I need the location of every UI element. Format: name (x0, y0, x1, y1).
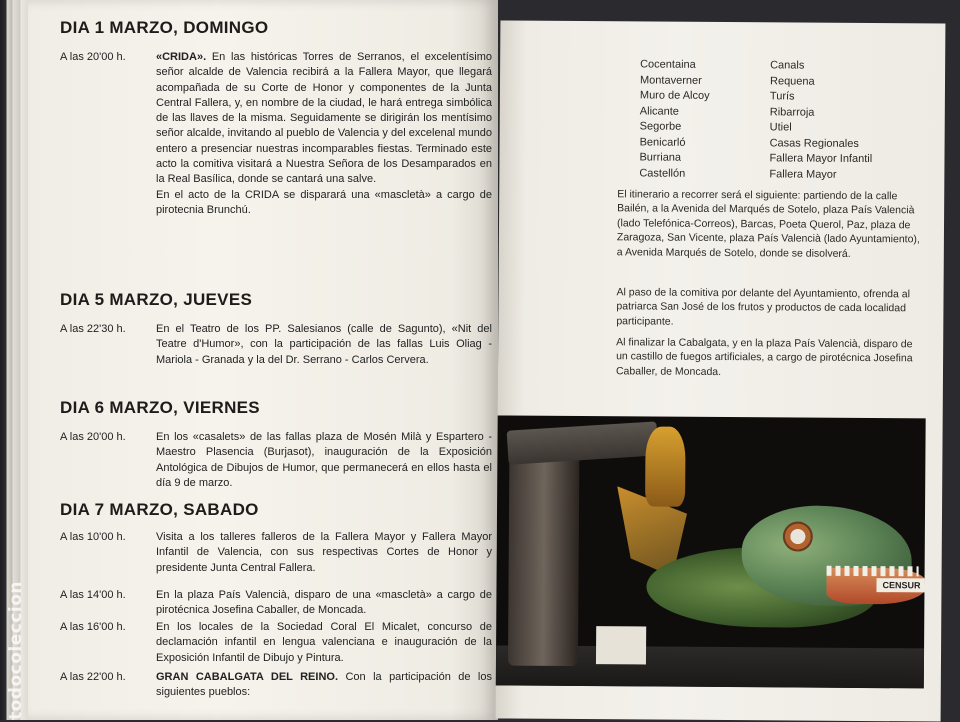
town-item: Cocentaina (640, 58, 696, 71)
event-entry (60, 430, 492, 491)
figure-statue (645, 426, 686, 506)
town-item: Utiel (769, 121, 792, 134)
event-lead: «CRIDA». (156, 51, 207, 63)
town-item: Fallera Mayor Infantil (769, 152, 873, 166)
event-time: A las 20'00 h. (60, 51, 126, 63)
event-text: En los «casalets» de las fallas plaza de Mosén Milà y Espartero - Maestro Plasencia (Burjasot), inauguración de la Exposición Antológica de Dibujos de Humor, que permanecerá en ellos hasta el día 9 de marzo. (156, 431, 492, 489)
event-body: Con la participación de los siguientes pueblos: (156, 671, 492, 699)
itinerary-paragraph: El itinerario a recorrer será el siguiente: partiendo de la calle Bailén, a la Avenida del Marqués de Sotelo, plaza País Valencià (lado Telefónica-Correos), Barcas, Poeta Querol, Paz, plaza de Zaragoza, San Vicente, plaza País Valencià (lado Ayuntamiento), a Avenida Marqués de Sotelo, donde se disolverá. (616, 188, 920, 260)
dragon-teeth (827, 566, 919, 577)
photo-banner: CENSUR (876, 578, 925, 592)
event-body: En las históricas Torres de Serranos, el excelentísimo señor alcalde de Valencia recibirá a la Fallera Mayor, que llegará acompañada de su Corte de Honor y componentes de la Junta Central Fallera, y, en nombre de la ciudad, le hará entrega simbólica de las llaves de la misma. Seguidamente se dirigirán los mentísimo señor alcalde, invitando al pueblo de Valencia y del excelenal mundo entero a presenciar nuestras incomparables fiestas. Terminado este acto la comitiva visitará a Nuestra Señora de los Desamparados en la Real Basílica, donde se cantará una salve. (156, 51, 492, 186)
day-heading: DIA 5 MARZO, JUEVES (60, 290, 253, 309)
event-text: En el Teatro de los PP. Salesianos (calle de Sagunto), «Nit del Teatre d'Humor», con la participación de las fallas Luis Oliag - Mariola - Granada y la del Dr. Serrano - Carlos Cervera. (156, 323, 492, 366)
town-item: Casas Regionales (769, 136, 859, 150)
event-entry (60, 50, 492, 218)
event-extra: En el acto de la CRIDA se disparará una «mascletà» a cargo de pirotecnia Brunchú. (156, 188, 492, 216)
event-entry (60, 530, 492, 576)
event-lead: GRAN CABALGATA DEL REINO. (156, 671, 339, 683)
stone-beam (507, 421, 659, 464)
event-time: A las 16'00 h. (60, 621, 126, 633)
event-entry (60, 322, 492, 368)
town-item: Burriana (639, 151, 682, 164)
town-item: Turís (769, 90, 795, 103)
event-entry (60, 588, 492, 619)
event-time: A las 10'00 h. (60, 531, 126, 543)
event-time: A las 14'00 h. (60, 589, 126, 601)
towns-column-2 (769, 58, 873, 183)
town-item: Segorbe (639, 120, 682, 133)
town-item: Requena (769, 74, 815, 88)
dragon-eye (783, 521, 813, 551)
event-time: A las 22'30 h. (60, 323, 126, 335)
event-text (156, 50, 492, 218)
town-item: Fallera Mayor (769, 167, 837, 181)
town-item: Castellón (639, 166, 686, 180)
town-item: Canals (770, 59, 805, 72)
day-heading: DIA 1 MARZO, DOMINGO (60, 18, 269, 37)
left-page (28, 0, 498, 720)
town-item: Ribarroja (769, 105, 815, 119)
towns-column-1 (639, 57, 710, 181)
event-text: Visita a los talleres falleros de la Fallera Mayor y Fallera Mayor Infantil de Valencia, con sus respectivas Cortes de Honor y presidente Junta Central Fallera. (156, 531, 492, 574)
right-page (496, 20, 946, 721)
event-text: En la plaza País Valencià, disparo de una «mascletà» a cargo de pirotécnica Josefina Caballer, de Moncada. (156, 589, 492, 617)
town-item: Muro de Alcoy (639, 89, 710, 102)
event-entry (60, 670, 492, 701)
towns-list (639, 57, 880, 181)
watermark: todocoleccion (6, 580, 26, 720)
event-text (156, 670, 492, 701)
day-heading: DIA 6 MARZO, VIERNES (60, 398, 260, 417)
exhibit-sign (596, 626, 646, 664)
event-entry (60, 620, 492, 666)
event-time: A las 20'00 h. (60, 431, 126, 443)
offering-paragraph: Al paso de la comitiva por delante del Ayuntamiento, ofrenda al patriarca San José de los frutos y productos de cada localidad participante. (616, 286, 911, 328)
day-heading: DIA 7 MARZO, SABADO (60, 500, 259, 519)
town-item: Montaverner (639, 73, 702, 87)
event-text: En los locales de la Sociedad Coral El Micalet, concurso de declamación infantil en lengua valenciana e inauguración de la Exposición Infantil de Dibujo y Pintura. (156, 621, 492, 664)
stone-pillar (508, 436, 580, 666)
town-item: Benicarló (639, 135, 686, 149)
event-time: A las 22'00 h. (60, 671, 126, 683)
falla-dragon-photo (496, 415, 926, 688)
town-item: Alicante (639, 104, 679, 118)
fireworks-paragraph: Al finalizar la Cabalgata, y en la plaza País Valencià, disparo de un castillo de fuegos artificiales, a cargo de pirotécnica Josefina Caballer, de Moncada. (615, 336, 913, 378)
